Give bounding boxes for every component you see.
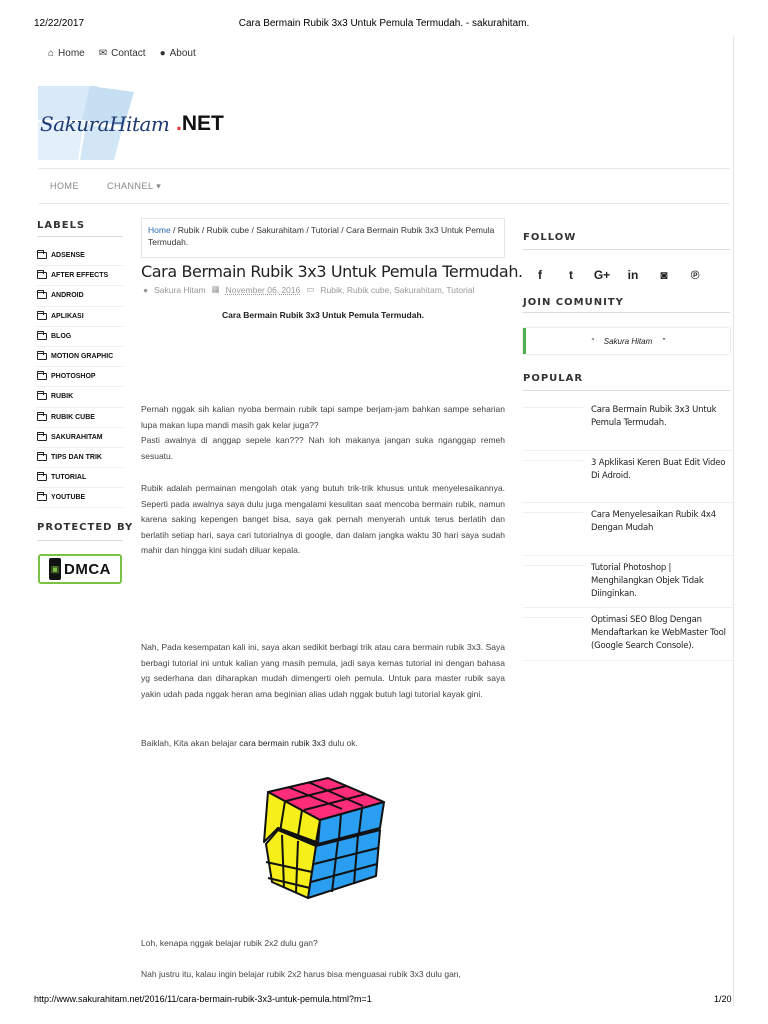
folder-icon [37,434,47,441]
google-plus-icon[interactable]: G+ [593,268,611,282]
label-text: APLIKASI [51,312,84,320]
print-title: Cara Bermain Rubik 3x3 Untuk Pemula Termudah. - sakurahitam. [238,18,530,29]
label-text: PHOTOSHOP [51,373,96,381]
logo-dot: . [176,112,182,135]
post-paragraph: Rubik adalah permainan mengolah otak yang butuh trik-trik khusus untuk menyelesaikannya. Seperti pada awalnya saya dulu juga mengalami kesulitan saat mencoba bermain rubik, namun karena saking kepengen banget bisa, saya gak pernah menyerah untuk terus berlatih dan berlatih setiap hari, saya cari tutorialnya di google, dan dalam jangka waktu 30 hari saya sudah mahir dan hingga kini sudah diluar kepala. [141,483,505,555]
popular-post-thumbnail[interactable] [523,617,583,639]
post-tags[interactable]: Rubik, Rubik cube, Sakurahitam, Tutorial [320,284,475,295]
popular-post-title[interactable]: Tutorial Photoshop | Menghilangkan Objek Tidak Diinginkan. [591,562,704,599]
popular-post-item[interactable] [523,556,733,609]
post-paragraph: Nah justru itu, kalau ingin belajar rubik 2x2 harus bisa menguasai rubik 3x3 dulu gan, [141,969,461,979]
post-paragraph: Nah, Pada kesempatan kali ini, saya akan sedikit berbagi trik atau cara bermain rubik 3x3. Saya berbagi tutorial ini untuk kalian yang masih pemula, jadi saya kemas tutorial ini dengan bahasa yg sederhana dan diharapkan mudah dimengerti oleh pemula. Untuk para master rubik saya yakin udah pada nggak heran ama beginian alias udah nggak butuh lagi tutorial kayak gini. [141,642,505,699]
post-date: November 06, 2016 [225,284,301,295]
label-item[interactable] [37,367,123,387]
label-text: BLOG [51,332,72,340]
main-nav [38,168,730,204]
post-paragraph [141,736,505,752]
label-text: AFTER EFFECTS [51,272,109,280]
pinterest-icon[interactable]: ℗ [690,268,700,282]
user-icon: ● [143,284,149,295]
label-text: TIPS DAN TRIK [51,453,102,461]
popular-title: POPULAR [523,373,584,384]
instagram-icon[interactable]: ◙ [660,268,668,282]
top-nav [48,48,196,59]
paragraph-text: Baiklah, Kita akan belajar [141,738,240,748]
print-footer-page: 1/20 [714,994,732,1004]
folder-icon [37,353,47,360]
label-item[interactable] [37,387,123,407]
quote-close-icon: ” [662,336,665,346]
caret-down-icon: ▾ [156,180,162,191]
breadcrumb-item[interactable]: Sakurahitam [256,225,304,235]
paragraph-text: Pasti awalnya di anggap sepele kan??? Nah loh makanya jangan suka nganggap remeh sesuatu. [141,435,505,461]
divider [523,390,730,391]
main-nav-channel-label: CHANNEL [107,180,154,191]
folder-icon [37,474,47,481]
facebook-icon[interactable]: f [538,268,542,282]
popular-post-item[interactable] [523,451,733,504]
popular-post-thumbnail[interactable] [523,565,583,587]
post-subtitle: Cara Bermain Rubik 3x3 Untuk Pemula Termudah. [221,310,424,320]
post-title: Cara Bermain Rubik 3x3 Untuk Pemula Termudah. [141,262,523,281]
join-community-name: Sakura Hitam [603,336,653,346]
popular-post-item[interactable] [523,608,733,661]
popular-post-thumbnail[interactable] [523,460,583,482]
label-item[interactable] [37,428,123,448]
breadcrumb-current: Cara Bermain Rubik 3x3 Untuk Pemula Termudah. [148,225,495,247]
dmca-badge[interactable] [38,554,122,584]
popular-post-item[interactable] [523,398,733,451]
post-meta [143,284,474,295]
label-text: SAKURAHITAM [51,433,103,441]
folder-icon [37,494,47,501]
dmca-text: DMCA [64,560,111,578]
nav-about-label: About [169,48,196,59]
label-item[interactable] [37,488,123,508]
label-text: TUTORIAL [51,474,87,482]
divider [523,312,730,313]
popular-post-title[interactable]: Optimasi SEO Blog Dengan Mendaftarkan ke WebMaster Tool (Google Search Console). [591,615,726,651]
breadcrumb-item[interactable]: Tutorial [310,225,339,235]
user-icon: ● [159,48,166,59]
label-item[interactable] [37,307,123,327]
folder-icon [37,292,47,299]
label-text: ADSENSE [51,252,85,260]
folder-icon [37,393,47,400]
labels-list [37,246,123,508]
breadcrumb-item[interactable]: Rubik cube [206,225,250,235]
post-link[interactable]: cara bermain rubik 3x3 [239,738,326,748]
linkedin-icon[interactable]: in [627,268,639,282]
rubik-cube-image [258,772,390,902]
home-icon: ⌂ [48,48,55,59]
label-item[interactable] [37,448,123,468]
label-item[interactable] [37,408,123,428]
folder-icon [37,414,47,421]
nav-contact-label: Contact [111,48,146,59]
label-item[interactable] [37,347,123,367]
join-community-box[interactable] [523,328,730,354]
site-logo-suffix [176,112,224,136]
logo-suffix: NET [181,112,224,135]
popular-posts-list [523,398,733,661]
post-paragraph [141,402,505,464]
label-text: ANDROID [51,292,84,300]
calendar-icon: ▦ [211,284,220,294]
nav-contact[interactable] [99,48,146,59]
folder-icon [37,373,47,380]
nav-home[interactable] [48,48,85,59]
main-nav-channel[interactable] [107,181,161,192]
folder-icon: ▭ [306,284,315,294]
popular-post-title[interactable]: 3 Apklikasi Keren Buat Edit Video Di Adroid. [591,457,726,481]
breadcrumb-item[interactable]: Rubik [177,225,200,235]
folder-icon [37,333,47,340]
nav-about[interactable] [160,48,196,59]
nav-home-label: Home [58,48,85,59]
popular-post-title[interactable]: Cara Menyelesaikan Rubik 4x4 Dengan Mudah [591,510,716,533]
label-text: RUBIK [51,393,74,401]
popular-post-thumbnail[interactable] [523,407,583,429]
breadcrumb: Home / Rubik / Rubik cube / Sakurahitam / Tutorial / Cara Bermain Rubik 3x3 Untuk Pemula Termudah. [141,218,505,258]
label-item[interactable] [37,468,123,488]
twitter-icon[interactable]: t [569,268,573,282]
paragraph-text: dulu ok. [325,738,358,748]
main-nav-home[interactable]: HOME [50,181,79,191]
folder-icon [37,454,47,461]
popular-post-thumbnail[interactable] [523,512,583,534]
label-item[interactable] [37,327,123,347]
lock-icon: ▣ [49,558,61,580]
label-text: YOUTUBE [51,494,86,502]
label-item[interactable] [37,246,123,266]
divider [37,540,123,541]
label-item[interactable] [37,286,123,306]
label-item[interactable] [37,266,123,286]
folder-icon [37,272,47,279]
folder-icon [37,252,47,259]
divider [523,249,730,250]
breadcrumb-home[interactable]: Home [148,225,171,235]
post-paragraph: Loh, kenapa nggak belajar rubik 2x2 dulu gan? [141,938,318,948]
folder-icon [37,313,47,320]
print-footer-url: http://www.sakurahitam.net/2016/11/cara-bermain-rubik-3x3-untuk-pemula.html?m=1 [34,994,372,1004]
label-text: RUBIK CUBE [51,413,95,421]
follow-title: FOLLOW [523,232,577,243]
site-logo[interactable] [40,112,169,136]
post-author[interactable]: Sakura Hitam [154,284,206,295]
divider [37,236,123,237]
envelope-icon: ✉ [98,48,108,59]
social-links [533,268,702,282]
protected-title: PROTECTED BY [37,522,134,533]
logo-name: SakuraHitam [40,112,170,136]
popular-post-title[interactable]: Cara Bermain Rubik 3x3 Untuk Pemula Termudah. [591,405,717,428]
popular-post-item[interactable] [523,503,733,556]
print-date: 12/22/2017 [34,18,85,29]
quote-open-icon: “ [591,336,594,346]
join-community-title: JOIN COMUNITY [523,297,624,308]
label-text: MOTION GRAPHIC [51,353,114,361]
paragraph-text: Pernah nggak sih kalian nyoba bermain rubik tapi sampe berjam-jam bahkan sampe seharian lupa makan lupa mandi masih gak kelar juga?? [141,404,505,430]
labels-title: LABELS [37,220,86,231]
